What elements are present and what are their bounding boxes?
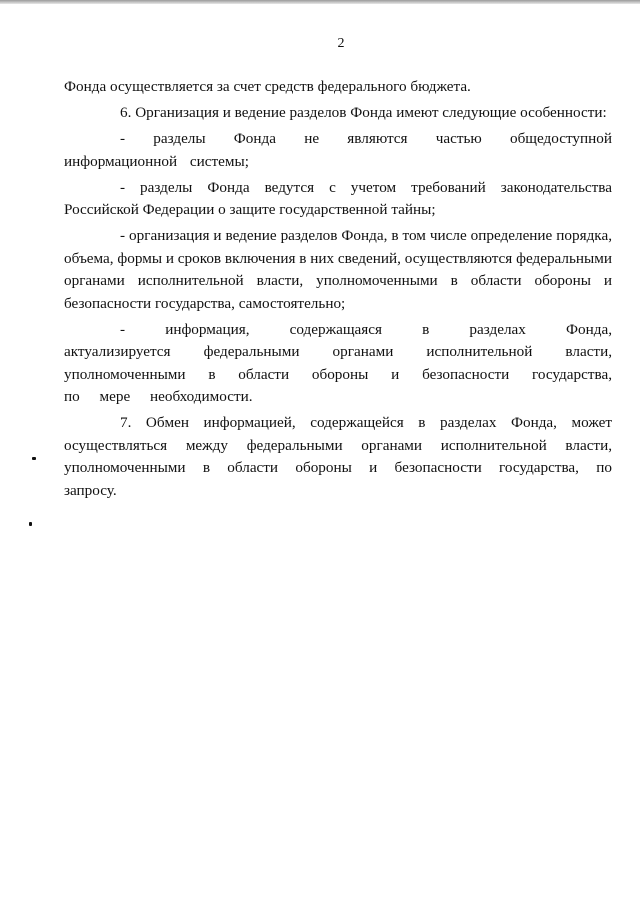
paragraph-dash-2: - разделы Фонда ведутся с учетом требований законодательства Российской Федерации о защите государственной тайны; — [64, 178, 612, 218]
paragraph-item-6: 6. Организация и ведение разделов Фонда имеют следующие особенности: — [120, 104, 607, 121]
scan-speck — [29, 522, 32, 526]
paragraph-dash-3: - организация и ведение разделов Фонда, в том числе определение порядка, объема, формы и сроков включения в них сведений, осуществляются федеральными органами исполнительной власти, уполномоченными в области обороны и безопасности государства, самостоятельно; — [64, 227, 612, 312]
paragraph-continuation: Фонда осуществляется за счет средств федерального бюджета. — [64, 78, 471, 95]
paragraph-item-7: 7. Обмен информацией, содержащейся в разделах Фонда, может осуществляться между федеральными органами исполнительной власти, уполномоченными в области обороны и безопасности государства, по запросу. — [64, 414, 612, 499]
document-body — [64, 76, 612, 506]
page-number: 2 — [337, 36, 345, 51]
scan-speck — [32, 457, 36, 460]
paragraph-dash-4: - информация, содержащаяся в разделах Фонда, актуализируется федеральными органами исполнительной власти, уполномоченными в области обороны и безопасности государства, по мере необходимости. — [64, 320, 612, 405]
paragraph-dash-1: - разделы Фонда не являются частью общедоступной информационной системы; — [64, 130, 612, 170]
scan-edge — [0, 0, 640, 4]
